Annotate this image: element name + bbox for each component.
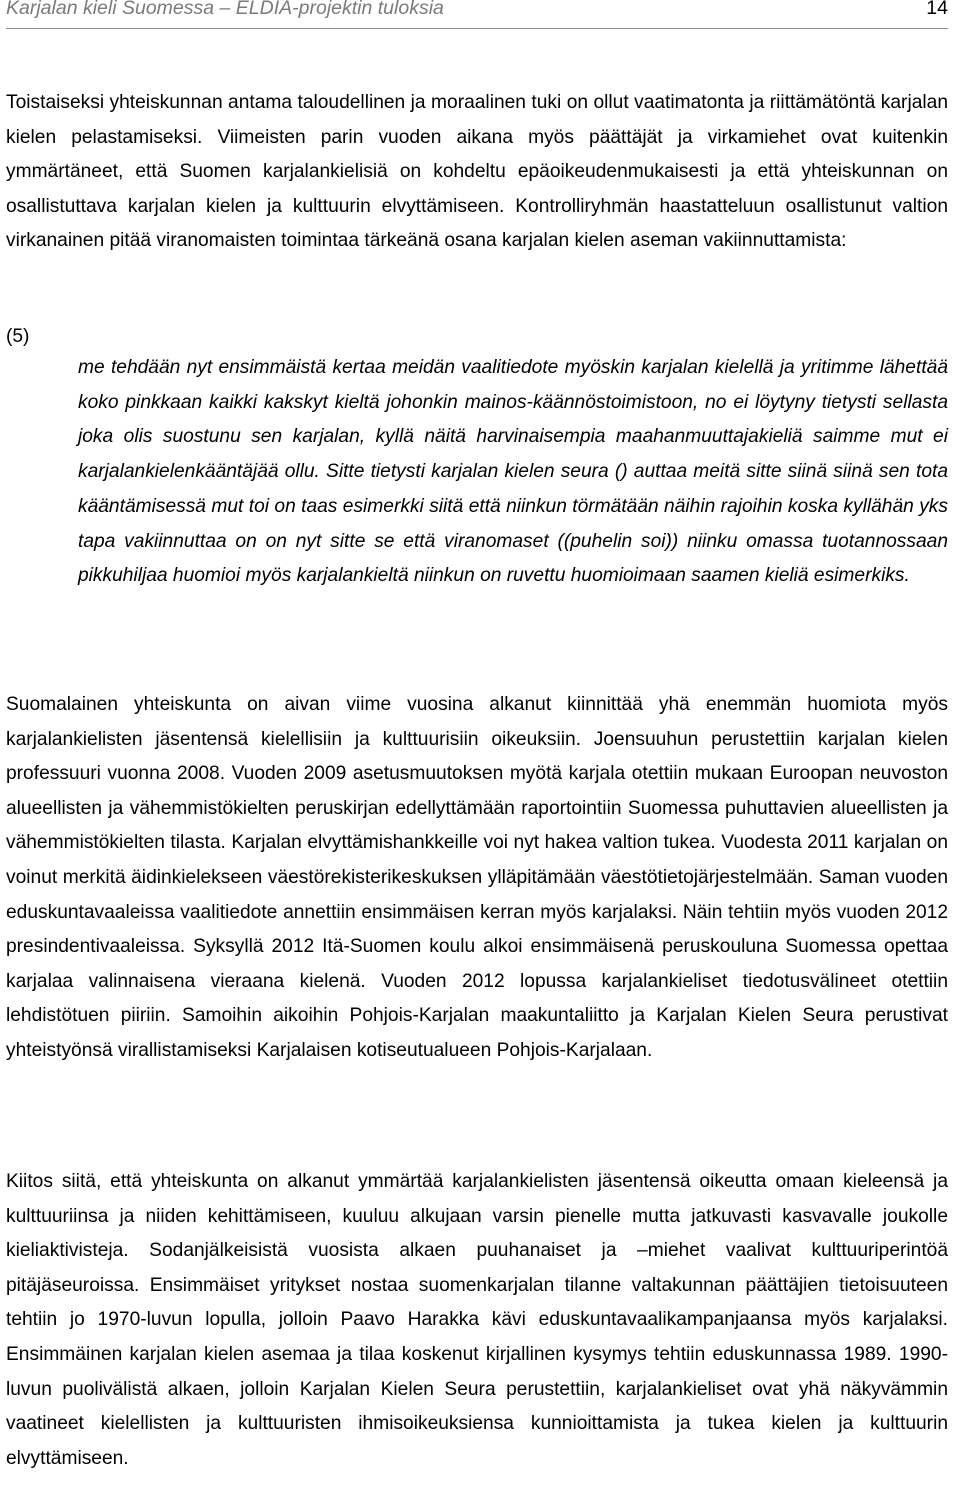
page-number: 14 xyxy=(926,0,948,19)
example-quote: me tehdään nyt ensimmäistä kertaa meidän vaalitiedote myöskin karjalan kielellä ja yritimme lähettää koko pinkkaan kaikki kakskyt kieltä johonkin mainos-käännöstoimistoon, no ei löytyny tietysti sellasta joka olis suostunu sen karjalan, kyllä näitä harvinaisempia maahanmuuttajakieliä saimme mut ei karjalankielenkääntäjää ollu. Sitte tietysti karjalan kielen seura () auttaa meitä sitte siinä siinä sen tota kääntämisessä mut toi on taas esimerkki siitä että niinkun törmätään näihin rajoihin koska kyllähän yks tapa vakiinnuttaa on on nyt sitte se että viranomaset ((puhelin soi)) niinku omassa tuotannossaan pikkuhiljaa huomioi myös karjalankieltä niinkun on ruvettu huomioimaan saamen kieliä esimerkiks. xyxy=(78,357,948,587)
paragraph-second: Suomalainen yhteiskunta on aivan viime vuosina alkanut kiinnittää yhä enemmän huomiota myös karjalankielisten jäsentensä kielellisiin ja kulttuurisiin oikeuksiin. Joensuuhun perustettiin karjalan kielen professuuri vuonna 2008. Vuoden 2009 asetusmuutoksen myötä karjala otettiin mukaan Euroopan neuvoston alueellisten ja vähemmistökielten peruskirjan edellyttämään raportointiin Suomessa puhuttavien alueellisten ja vähemmistökielten tilasta. Karjalan elvyttämishankkeille voi nyt hakea valtion tukea. Vuodesta 2011 karjalan on voinut merkitä äidinkielekseen väestörekisterikeskuksen ylläpitämään väestötietojärjestelmään. Saman vuoden eduskuntavaaleissa vaalitiedote annettiin ensimmäisen kerran myös karjalaksi. Näin tehtiin myös vuoden 2012 presindentivaaleissa. Syksyllä 2012 Itä-Suomen koulu alkoi ensimmäisenä peruskouluna Suomessa opettaa karjalaa valinnaisena vieraana kielenä. Vuoden 2012 lopussa karjalankieliset tiedotusvälineet otettiin lehdistötuen piiriin. Samoihin aikoihin Pohjois-Karjalan maakuntaliitto ja Karjalan Kielen Seura perustivat yhteistyönsä virallistamiseksi Karjalaisen kotiseutualueen Pohjois-Karjalaan. xyxy=(6,694,948,1061)
paragraph-intro: Toistaiseksi yhteiskunnan antama taloudellinen ja moraalinen tuki on ollut vaatimatonta ja riittämätöntä karjalan kielen pelastamiseksi. Viimeisten parin vuoden aikana myös päättäjät ja virkamiehet ovat kuitenkin ymmärtäneet, että Suomen karjalankielisiä on kohdeltu epäoikeudenmukaisesti ja että yhteiskunnan on osallistuttava karjalan kielen ja kulttuurin elvyttämiseen. Kontrolliryhmän haastatteluun osallistunut valtion virkanainen pitää viranomaisten toimintaa tärkeänä osana karjalan kielen aseman vakiinnuttamista: xyxy=(6,92,948,252)
example-number: (5) xyxy=(6,326,30,347)
running-title: Karjalan kieli Suomessa – ELDIA-projektin tuloksia xyxy=(6,0,444,19)
paragraph-third: Kiitos siitä, että yhteiskunta on alkanut ymmärtää karjalankielisten jäsentensä oikeutta omaan kieleensä ja kulttuuriinsa ja niiden kehittämiseen, kuuluu alkujaan varsin pienelle mutta jatkuvasti kasvavalle joukolle kieliaktivisteja. Sodanjälkeisistä vuosista alkaen puuhanaiset ja –miehet vaalivat kulttuuriperintöä pitäjäseuroissa. Ensimmäiset yritykset nostaa suomenkarjalan tilanne valtakunnan päättäjien tietoisuuteen tehtiin jo 1970-luvun lopulla, jolloin Paavo Harakka kävi eduskuntavaalikampanjaansa myös karjalaksi. Ensimmäinen karjalan kielen asemaa ja tilaa koskenut kirjallinen kysymys tehtiin eduskunnassa 1989. 1990-luvun puolivälistä alkaen, jolloin Karjalan Kielen Seura perustettiin, karjalankieliset ovat yhä näkyvämmin vaatineet kielellisten ja kulttuuristen ihmisoikeuksiensa kunnioittamista ja tukea kielen ja kulttuurin elvyttämiseen. xyxy=(6,1171,948,1469)
page-header xyxy=(6,0,948,29)
